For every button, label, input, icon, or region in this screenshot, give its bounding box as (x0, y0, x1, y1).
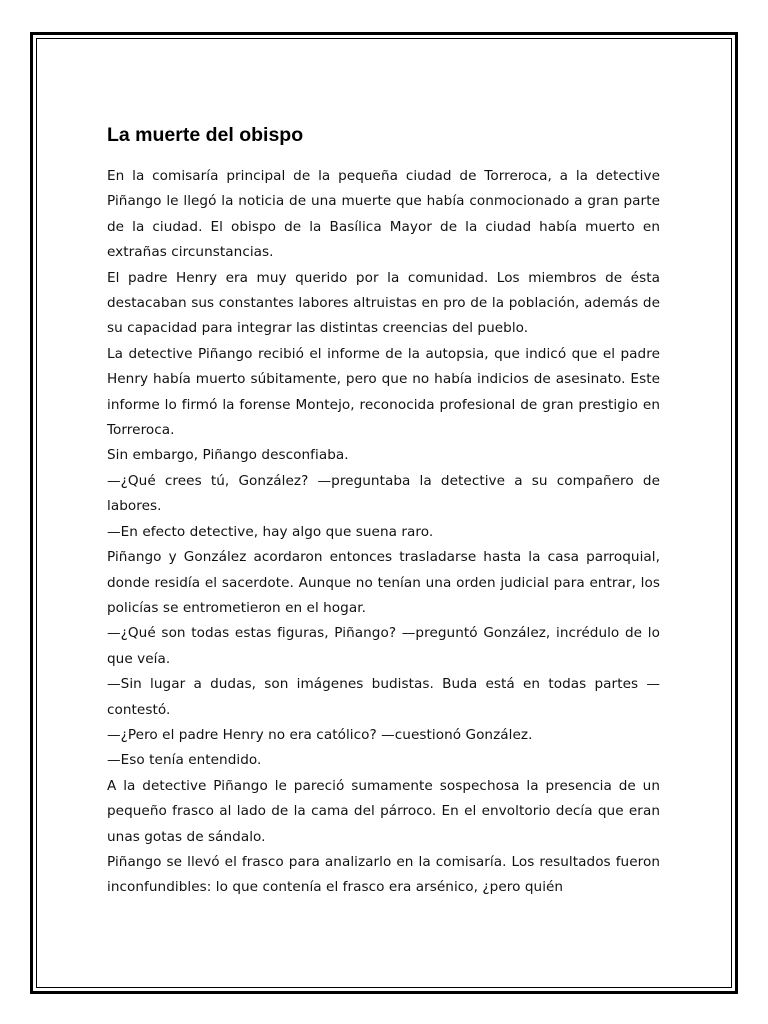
dialogue-line: —Eso tenía entendido. (107, 752, 262, 769)
dialogue-line: —¿Pero el padre Henry no era católico? —cuestionó González. (107, 726, 533, 743)
dialogue-line: —¿Qué crees tú, González? —preguntaba la detective a su compañero de labores. (107, 472, 660, 515)
paragraph: Sin embargo, Piñango desconfiaba. (107, 447, 349, 464)
document-body (107, 164, 660, 901)
paragraph: En la comisaría principal de la pequeña ciudad de Torreroca, a la detective Piñango le llegó la noticia de una muerte que había conmocionado a gran parte de la ciudad. El obispo de la Basílica Mayor de la ciudad había muerto en extrañas circunstancias. (107, 168, 660, 261)
dialogue-line: —En efecto detective, hay algo que suena raro. (107, 523, 434, 540)
dialogue-line: —¿Qué son todas estas figuras, Piñango? —preguntó González, incrédulo de lo que veía. (107, 625, 660, 667)
dialogue-line: —Sin lugar a dudas, son imágenes budistas. Buda está en todas partes —contestó. (107, 676, 660, 718)
document-title: La muerte del obispo (107, 124, 304, 146)
paragraph: A la detective Piñango le pareció sumamente sospechosa la presencia de un pequeño frasco al lado de la cama del párroco. En el envoltorio decía que eran unas gotas de sándalo. (107, 777, 660, 845)
document-content (107, 120, 660, 901)
paragraph: El padre Henry era muy querido por la comunidad. Los miembros de ésta destacaban sus constantes labores altruistas en pro de la población, además de su capacidad para integrar las distintas creencias del pueblo. (107, 269, 660, 337)
paragraph: La detective Piñango recibió el informe de la autopsia, que indicó que el padre Henry había muerto súbitamente, pero que no había indicios de asesinato. Este informe lo firmó la forense Montejo, reconocida profesional de gran prestigio en Torreroca. (107, 345, 660, 439)
paragraph: Piñango y González acordaron entonces trasladarse hasta la casa parroquial, donde residía el sacerdote. Aunque no tenían una orden judicial para entrar, los policías se entrometieron en el hogar. (107, 549, 660, 616)
paragraph: Piñango se llevó el frasco para analizarlo en la comisaría. Los resultados fueron inconfundibles: lo que contenía el frasco era arsénico, ¿pero quién (107, 853, 660, 896)
